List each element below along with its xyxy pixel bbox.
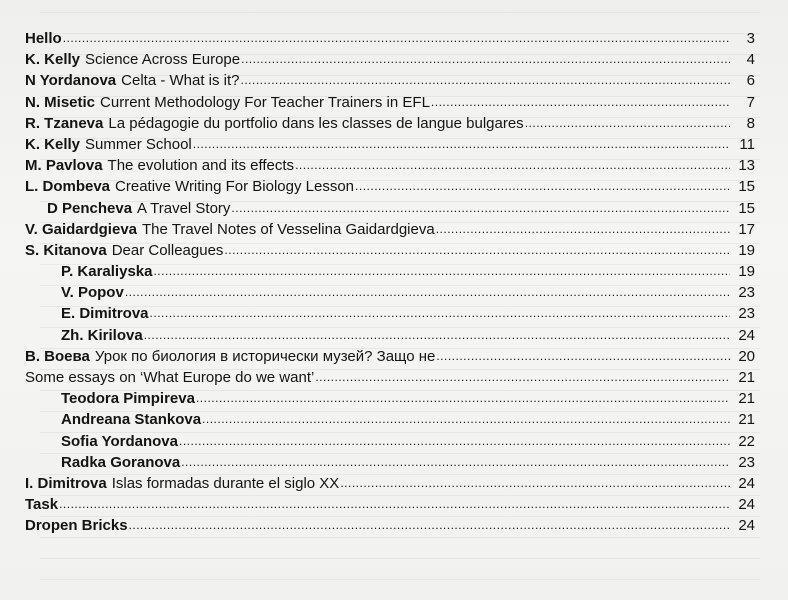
toc-entry bbox=[25, 454, 755, 475]
entry-page: 19 bbox=[738, 241, 755, 259]
entry-author: K. Kelly bbox=[25, 51, 81, 69]
toc-entry bbox=[25, 30, 755, 51]
entry-page: 15 bbox=[738, 178, 755, 196]
entry-page: 21 bbox=[738, 390, 755, 408]
dot-leader bbox=[125, 283, 730, 300]
dot-leader bbox=[436, 220, 730, 237]
dot-leader bbox=[224, 241, 730, 258]
entry-title: Summer School bbox=[85, 135, 192, 153]
entry-title: Celta - What is it? bbox=[121, 72, 240, 90]
toc-entry bbox=[25, 348, 755, 369]
entry-author: Dropen Bricks bbox=[25, 517, 128, 535]
dot-leader bbox=[63, 29, 730, 46]
toc-entry bbox=[25, 475, 755, 496]
entry-author: N Yordanova bbox=[25, 72, 117, 90]
dot-leader bbox=[129, 516, 730, 533]
toc-entry bbox=[25, 115, 755, 136]
dot-leader bbox=[196, 389, 730, 406]
toc-entry bbox=[25, 221, 755, 242]
toc-entry bbox=[25, 263, 755, 284]
entry-author: K. Kelly bbox=[25, 135, 81, 153]
dot-leader bbox=[315, 368, 730, 385]
toc-entry bbox=[25, 136, 755, 157]
toc-entry bbox=[25, 496, 755, 517]
entry-author: Hello bbox=[25, 30, 62, 47]
entry-title: A Travel Story bbox=[137, 199, 231, 217]
toc-entry bbox=[25, 157, 755, 178]
toc-entry bbox=[25, 517, 755, 538]
entry-page: 6 bbox=[746, 72, 755, 90]
entry-title: La pédagogie du portfolio dans les classes de langue bulgares bbox=[108, 114, 524, 132]
entry-page: 23 bbox=[738, 284, 755, 302]
toc-entry bbox=[25, 178, 755, 199]
toc-entry bbox=[25, 72, 755, 93]
table-of-contents bbox=[25, 30, 755, 539]
dot-leader bbox=[431, 93, 730, 110]
dot-leader bbox=[241, 50, 730, 67]
entry-author: N. Misetic bbox=[25, 93, 96, 111]
entry-page: 17 bbox=[738, 220, 755, 238]
entry-page: 24 bbox=[738, 474, 755, 492]
entry-title: Current Methodology For Teacher Trainers in EFL bbox=[100, 93, 430, 111]
toc-entry bbox=[25, 390, 755, 411]
dot-leader bbox=[144, 326, 730, 343]
entry-page: 4 bbox=[746, 51, 755, 69]
toc-entry bbox=[25, 305, 755, 326]
toc-entry bbox=[25, 94, 755, 115]
dot-leader bbox=[525, 114, 730, 131]
entry-page: 8 bbox=[746, 114, 755, 132]
entry-page: 23 bbox=[738, 453, 755, 471]
entry-page: 20 bbox=[738, 347, 755, 365]
entry-page: 7 bbox=[746, 93, 755, 111]
entry-author: L. Dombeva bbox=[25, 178, 111, 196]
entry-author: Teodora Pimpireva bbox=[61, 390, 195, 408]
entry-author: V. Gaidardgieva bbox=[25, 220, 138, 238]
toc-entry bbox=[25, 411, 755, 432]
entry-page: 13 bbox=[738, 157, 755, 175]
dot-leader bbox=[59, 495, 730, 512]
toc-entry bbox=[25, 242, 755, 263]
dot-leader bbox=[179, 432, 730, 449]
entry-author: P. Karaliyska bbox=[61, 263, 153, 281]
entry-author: Zh. Kirilova bbox=[61, 326, 143, 344]
entry-author: Sofia Yordanova bbox=[61, 432, 178, 450]
entry-title: Islas formadas durante el siglo XX bbox=[111, 474, 340, 492]
dot-leader bbox=[202, 410, 730, 427]
dot-leader bbox=[241, 71, 730, 88]
dot-leader bbox=[181, 453, 730, 470]
entry-page: 21 bbox=[738, 369, 755, 386]
entry-page: 23 bbox=[738, 305, 755, 323]
toc-entry bbox=[25, 51, 755, 72]
toc-entry bbox=[25, 327, 755, 348]
entry-page: 11 bbox=[739, 135, 755, 153]
entry-page: 3 bbox=[746, 30, 755, 47]
entry-title: Creative Writing For Biology Lesson bbox=[115, 178, 355, 196]
entry-title: Dear Colleagues bbox=[111, 241, 224, 259]
entry-title: Урок по биология в исторически музей? Защо не bbox=[94, 347, 436, 365]
entry-page: 24 bbox=[738, 496, 755, 514]
entry-author: Radka Goranova bbox=[61, 453, 181, 471]
entry-page: 21 bbox=[738, 411, 755, 429]
entry-author: M. Pavlova bbox=[25, 157, 103, 175]
entry-author: D Pencheva bbox=[47, 199, 133, 217]
entry-page: 15 bbox=[738, 199, 755, 217]
entry-author: B. Воева bbox=[25, 347, 90, 365]
entry-author: I. Dimitrova bbox=[25, 474, 107, 492]
toc-entry bbox=[25, 369, 755, 390]
dot-leader bbox=[355, 177, 730, 194]
dot-leader bbox=[436, 347, 730, 364]
dot-leader bbox=[153, 262, 730, 279]
toc-entry bbox=[25, 284, 755, 305]
toc-entry bbox=[25, 200, 755, 221]
entry-author: E. Dimitrova bbox=[61, 305, 149, 323]
entry-title: The evolution and its effects bbox=[107, 157, 295, 175]
entry-title: Some essays on ‘What Europe do we want’ bbox=[25, 369, 315, 386]
entry-author: Andreana Stankova bbox=[61, 411, 202, 429]
entry-author: R. Tzaneva bbox=[25, 114, 104, 132]
entry-page: 24 bbox=[738, 326, 755, 344]
entry-page: 22 bbox=[738, 432, 755, 450]
entry-title: The Travel Notes of Vesselina Gaidardgieva bbox=[142, 220, 435, 238]
entry-author: Task bbox=[25, 496, 59, 514]
dot-leader bbox=[231, 199, 730, 216]
entry-page: 24 bbox=[738, 517, 755, 535]
entry-author: V. Popov bbox=[61, 284, 124, 302]
dot-leader bbox=[150, 304, 730, 321]
dot-leader bbox=[295, 156, 730, 173]
toc-entry bbox=[25, 433, 755, 454]
dot-leader bbox=[340, 474, 730, 491]
entry-page: 19 bbox=[738, 263, 755, 281]
entry-author: S. Kitanova bbox=[25, 241, 107, 259]
dot-leader bbox=[193, 135, 730, 152]
entry-title: Science Across Europe bbox=[85, 51, 241, 69]
